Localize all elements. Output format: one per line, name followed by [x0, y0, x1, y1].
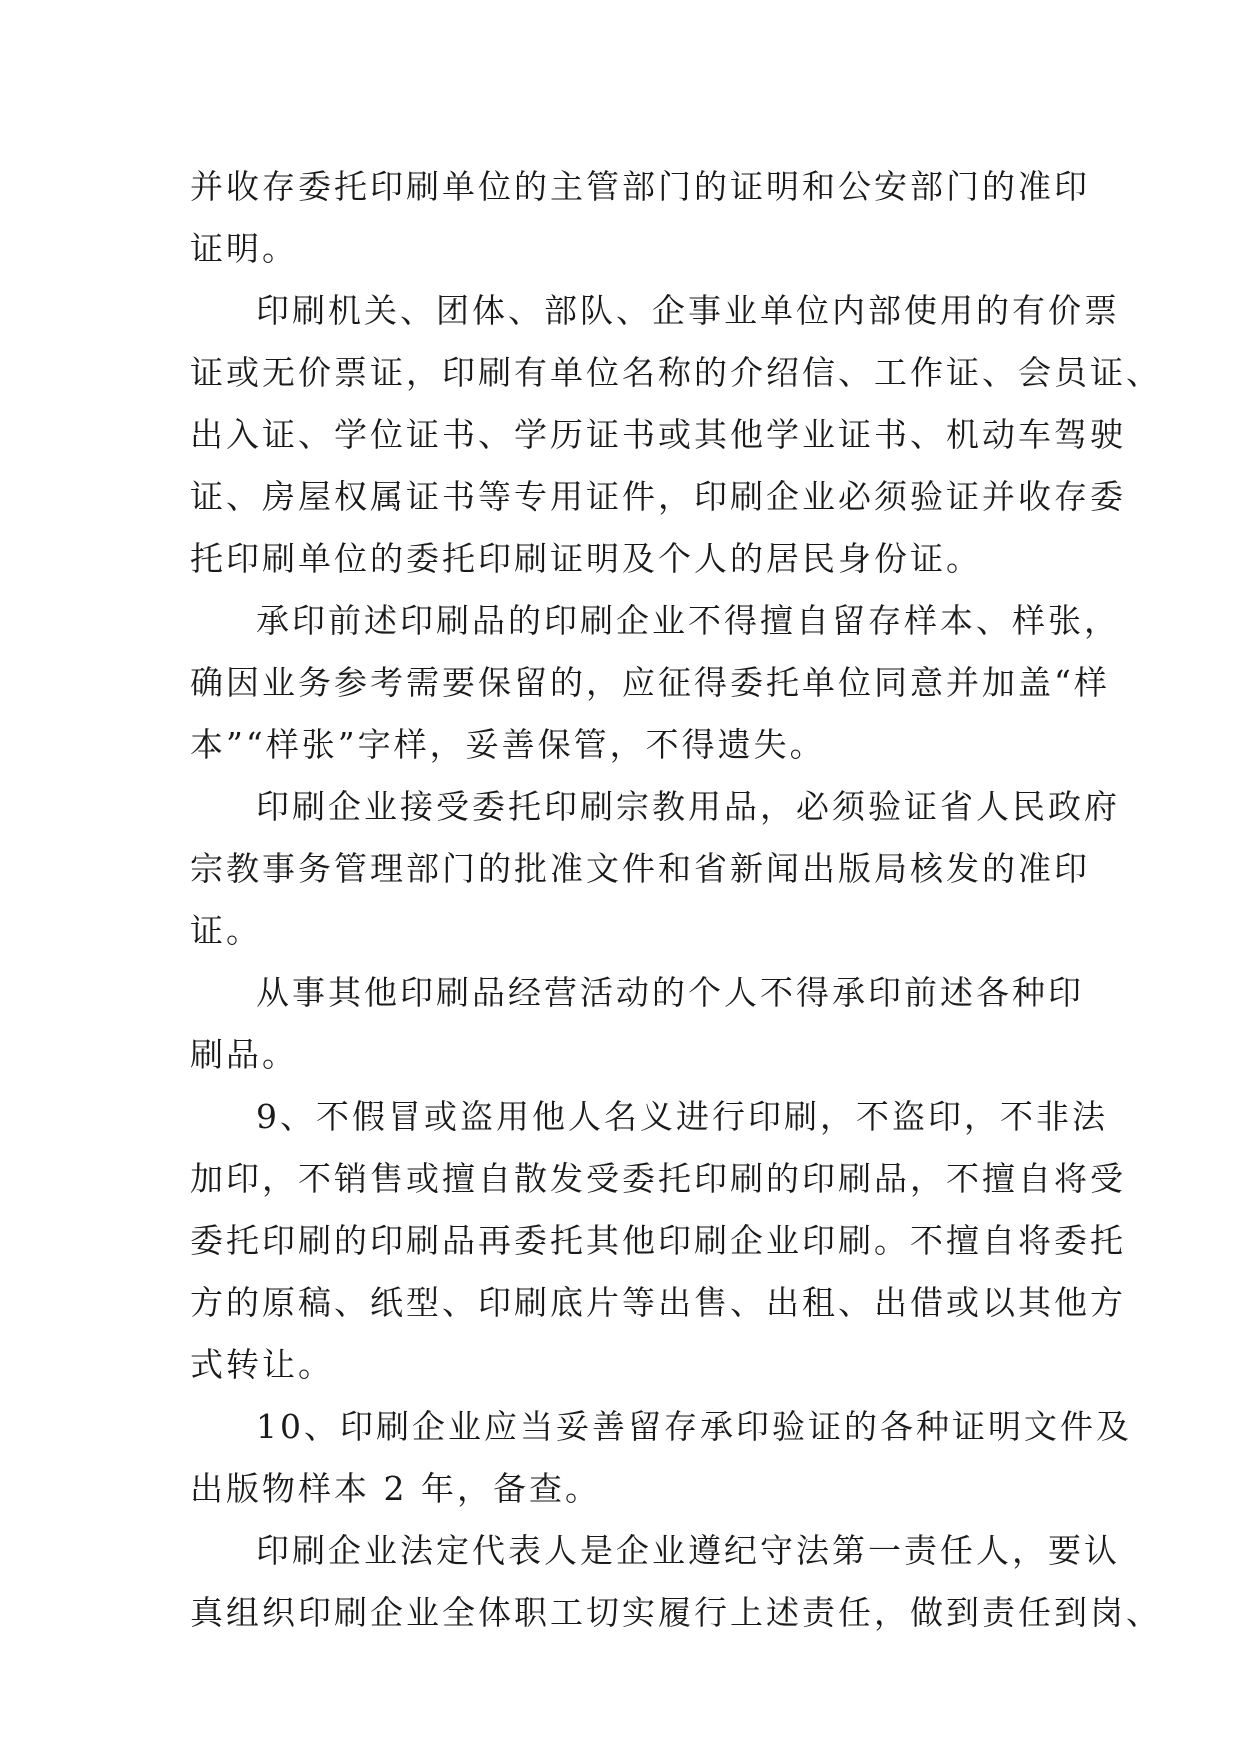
text-line: 出入证、学位证书、学历证书或其他学业证书、机动车驾驶 — [190, 415, 1126, 454]
document-body — [190, 156, 1162, 1644]
text-line: 证或无价票证，印刷有单位名称的介绍信、工作证、会员证、 — [190, 353, 1162, 392]
text-line: 出版物样本 2 年，备查。 — [190, 1469, 601, 1508]
text-line: 10、印刷企业应当妥善留存承印验证的各种证明文件及 — [256, 1407, 1132, 1446]
text-line: 加印，不销售或擅自散发受委托印刷的印刷品，不擅自将受 — [190, 1159, 1126, 1198]
text-line: 宗教事务管理部门的批准文件和省新闻出版局核发的准印 — [190, 849, 1090, 888]
text-line: 本”“样张”字样，妥善保管，不得遗失。 — [190, 725, 826, 764]
text-line: 从事其他印刷品经营活动的个人不得承印前述各种印 — [256, 973, 1084, 1012]
text-line: 证、房屋权属证书等专用证件，印刷企业必须验证并收存委 — [190, 477, 1126, 516]
text-line: 确因业务参考需要保留的，应征得委托单位同意并加盖“样 — [190, 663, 1110, 702]
text-line: 真组织印刷企业全体职工切实履行上述责任，做到责任到岗、 — [190, 1593, 1162, 1632]
text-line: 托印刷单位的委托印刷证明及个人的居民身份证。 — [190, 539, 982, 578]
text-line: 印刷企业接受委托印刷宗教用品，必须验证省人民政府 — [256, 787, 1120, 826]
text-line: 9、不假冒或盗用他人名义进行印刷，不盗印，不非法 — [256, 1097, 1108, 1136]
text-line: 证明。 — [190, 229, 298, 268]
text-line: 方的原稿、纸型、印刷底片等出售、出租、出借或以其他方 — [190, 1283, 1126, 1322]
text-line: 印刷机关、团体、部队、企事业单位内部使用的有价票 — [256, 291, 1120, 330]
text-line: 证。 — [190, 911, 262, 950]
text-line: 印刷企业法定代表人是企业遵纪守法第一责任人，要认 — [256, 1531, 1120, 1570]
text-line: 承印前述印刷品的印刷企业不得擅自留存样本、样张， — [256, 601, 1120, 640]
text-line: 委托印刷的印刷品再委托其他印刷企业印刷。不擅自将委托 — [190, 1221, 1126, 1260]
text-line: 并收存委托印刷单位的主管部门的证明和公安部门的准印 — [190, 167, 1090, 206]
text-line: 式转让。 — [190, 1345, 334, 1384]
text-line: 刷品。 — [190, 1035, 298, 1074]
